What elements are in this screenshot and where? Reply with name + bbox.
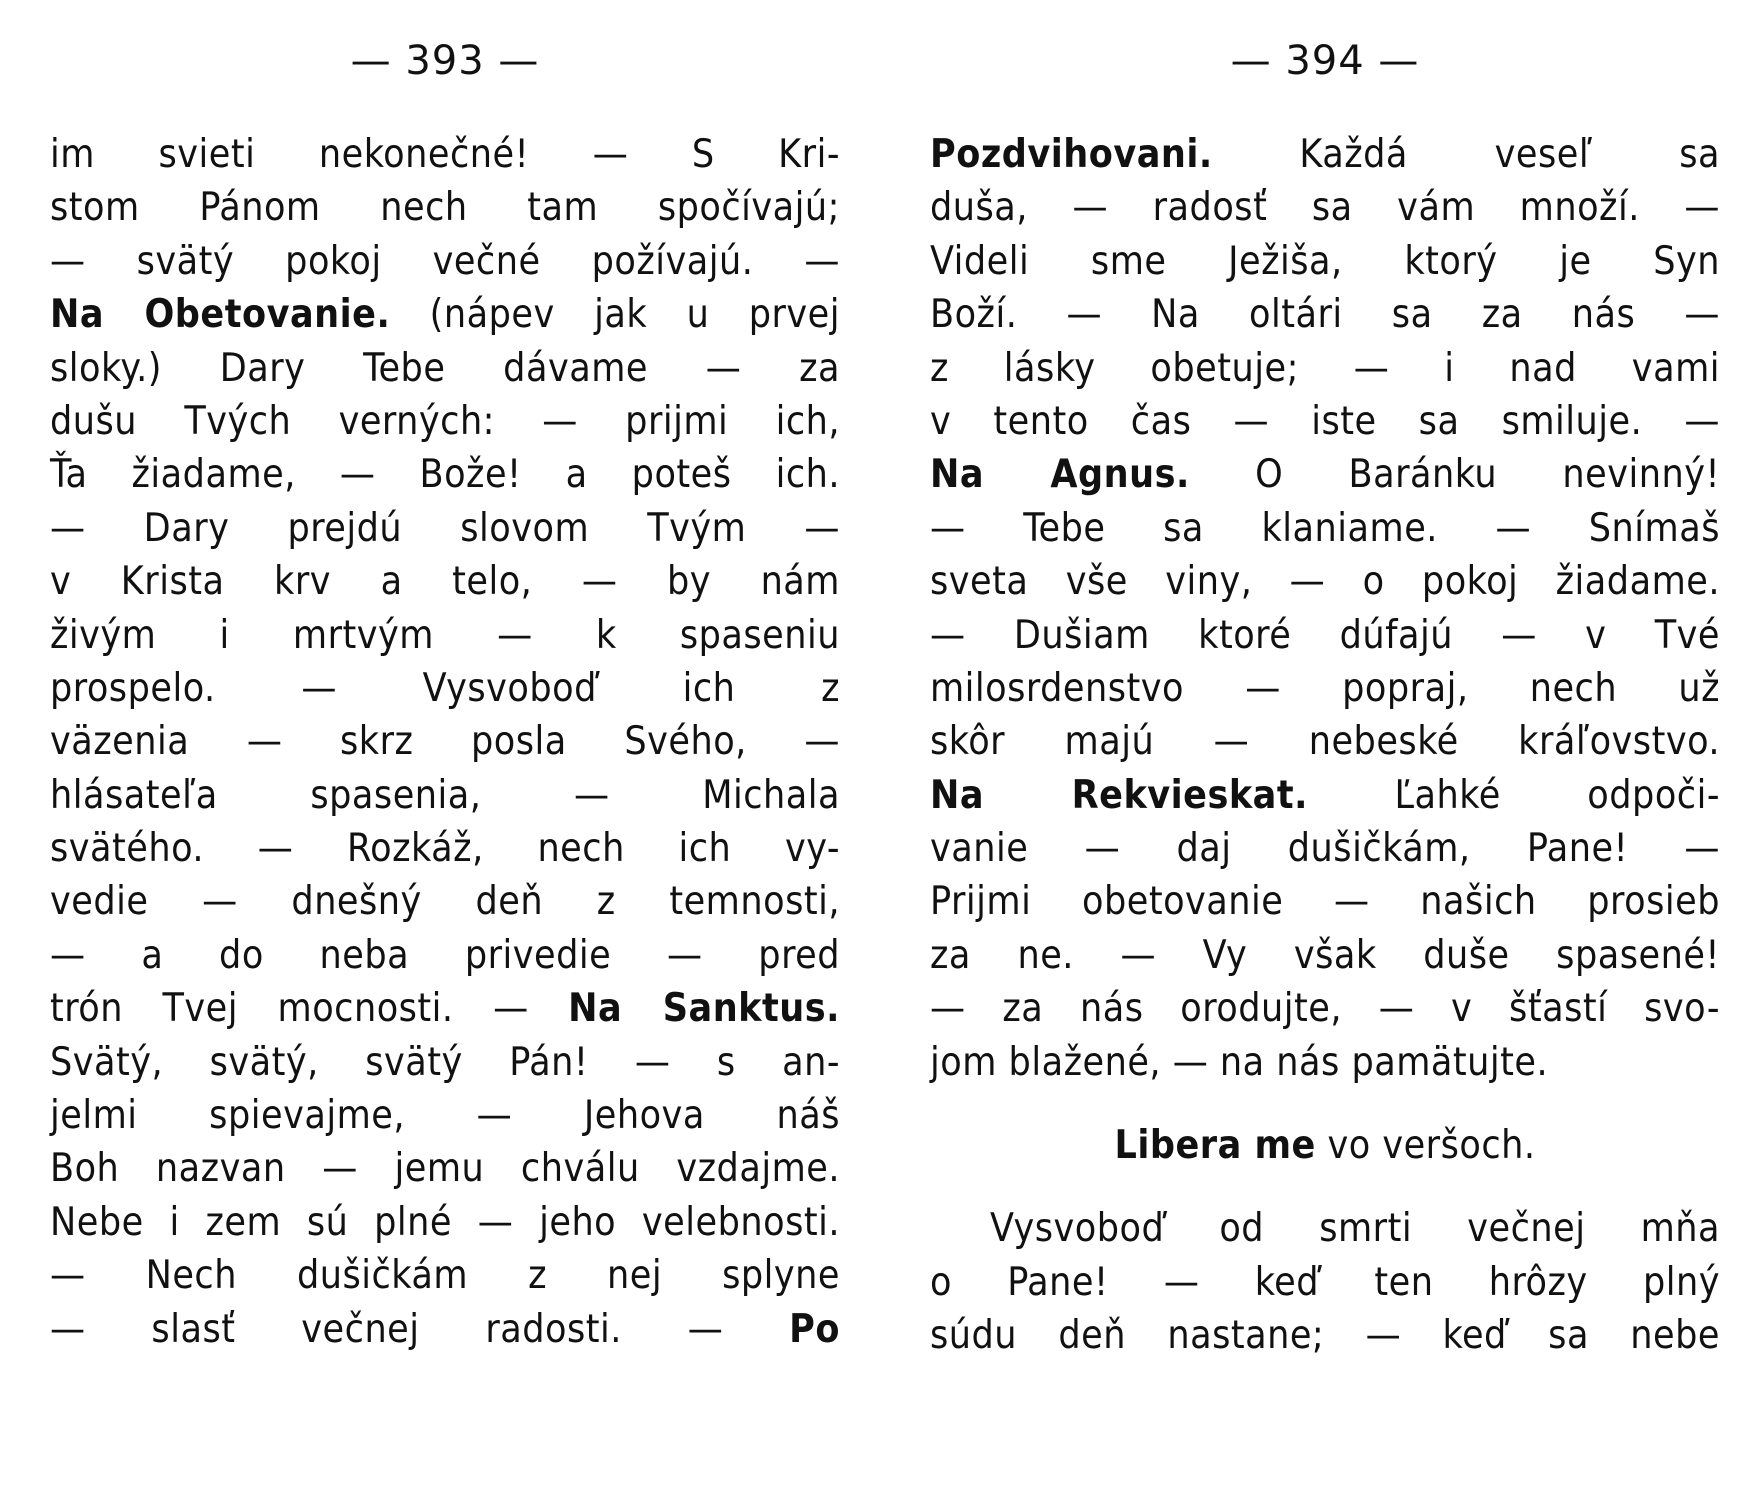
text-line: Ťa žiadame, — Bože! a poteš ich.: [50, 452, 840, 498]
text-line: jom blažené, — na nás pamätujte.: [930, 1039, 1549, 1085]
text-line: prospelo. — Vysvoboď ich z: [50, 665, 840, 711]
text-line: — Tebe sa klaniame. — Snímaš: [930, 505, 1720, 551]
text-line: — Nech dušičkám z nej splyne: [50, 1253, 840, 1299]
text-line: — Dušiam ktoré dúfajú — v Tvé: [930, 612, 1720, 658]
section-title-rest: vo veršoch.: [1315, 1123, 1536, 1169]
text-line: hlásateľa spasenia, — Michala: [50, 772, 840, 818]
section-heading: Pozdvihovani.: [930, 132, 1213, 177]
text-line: Nebe i zem sú plné — jeho velebnosti.: [50, 1199, 840, 1245]
text-line: za ne. — Vy však duše spasené!: [930, 932, 1720, 978]
text-line: vanie — daj dušičkám, Pane! —: [930, 826, 1720, 872]
text-line: z lásky obetuje; — i nad vami: [930, 345, 1720, 391]
text-span: O Baránku nevinný!: [1189, 452, 1721, 498]
text-span: Ľahké odpoči-: [1307, 772, 1720, 818]
text-line: [930, 769, 1720, 822]
text-line: živým i mrtvým — k spaseniu: [50, 612, 840, 658]
page-number: — 394 —: [1230, 38, 1420, 84]
text-span: trón Tvej mocnosti. —: [50, 986, 569, 1032]
text-line: sloky.) Dary Tebe dávame — za: [50, 345, 840, 391]
text-line: [50, 982, 840, 1035]
text-line: svätého. — Rozkáž, nech ich vy-: [50, 826, 840, 872]
section-heading: Na Agnus.: [930, 452, 1190, 498]
text-line: milosrdenstvo — popraj, nech už: [930, 665, 1720, 711]
text-line: im svieti nekonečné! — S Kri-: [50, 132, 840, 177]
text-block: [50, 128, 840, 1356]
section-heading: Na Sanktus.: [568, 986, 840, 1032]
text-line: [930, 448, 1720, 501]
section-title: [930, 1119, 1720, 1172]
text-line: Videli sme Ježiša, ktorý je Syn: [930, 238, 1720, 284]
text-block: [930, 128, 1720, 1363]
text-line: o Pane! — keď ten hrôzy plný: [930, 1259, 1720, 1305]
text-line: Boh nazvan — jemu chválu vzdajme.: [50, 1146, 840, 1192]
text-line: [50, 1303, 840, 1356]
text-line: dušu Tvých verných: — prijmi ich,: [50, 398, 840, 444]
text-line: jelmi spievajme, — Jehova náš: [50, 1093, 840, 1139]
right-page: [930, 0, 1720, 1500]
text-line: — za nás orodujte, — v šťastí svo-: [930, 986, 1720, 1032]
text-line: Svätý, svätý, svätý Pán! — s an-: [50, 1039, 840, 1085]
text-line: Prijmi obetovanie — našich prosieb: [930, 879, 1720, 925]
text-span: — slasť večnej radosti. —: [50, 1306, 790, 1352]
text-line: stom Pánom nech tam spočívajú;: [50, 185, 840, 231]
text-line: v Krista krv a telo, — by nám: [50, 559, 840, 605]
section-heading: Na Obetovanie.: [50, 292, 391, 338]
text-span: Každá veseľ sa: [1212, 132, 1720, 177]
text-line: Boží. — Na oltári sa za nás —: [930, 292, 1720, 338]
text-line: Vysvoboď od smrti večnej mňa: [990, 1206, 1720, 1252]
text-line: — a do neba privedie — pred: [50, 932, 840, 978]
text-line: sveta vše viny, — o pokoj žiadame.: [930, 559, 1720, 605]
text-line: v tento čas — iste sa smiluje. —: [930, 398, 1720, 444]
text-line: — svätý pokoj večné požívajú. —: [50, 238, 840, 284]
left-page: [50, 0, 840, 1500]
text-line: väzenia — skrz posla Svého, —: [50, 719, 840, 765]
text-line: [50, 288, 840, 341]
section-heading: Na Rekvieskat.: [930, 772, 1308, 818]
section-title-bold: Libera me: [1114, 1123, 1316, 1169]
page-number: — 393 —: [350, 38, 540, 84]
text-line: skôr majú — nebeské kráľovstvo.: [930, 719, 1720, 765]
text-line: vedie — dnešný deň z temnosti,: [50, 879, 840, 925]
text-span: (nápev jak u prvej: [390, 292, 841, 338]
section-heading: Po: [789, 1306, 840, 1352]
text-line: súdu deň nastane; — keď sa nebe: [930, 1313, 1720, 1359]
text-line: duša, — radosť sa vám množí. —: [930, 185, 1720, 231]
text-line: — Dary prejdú slovom Tvým —: [50, 505, 840, 551]
text-line: [930, 128, 1720, 181]
